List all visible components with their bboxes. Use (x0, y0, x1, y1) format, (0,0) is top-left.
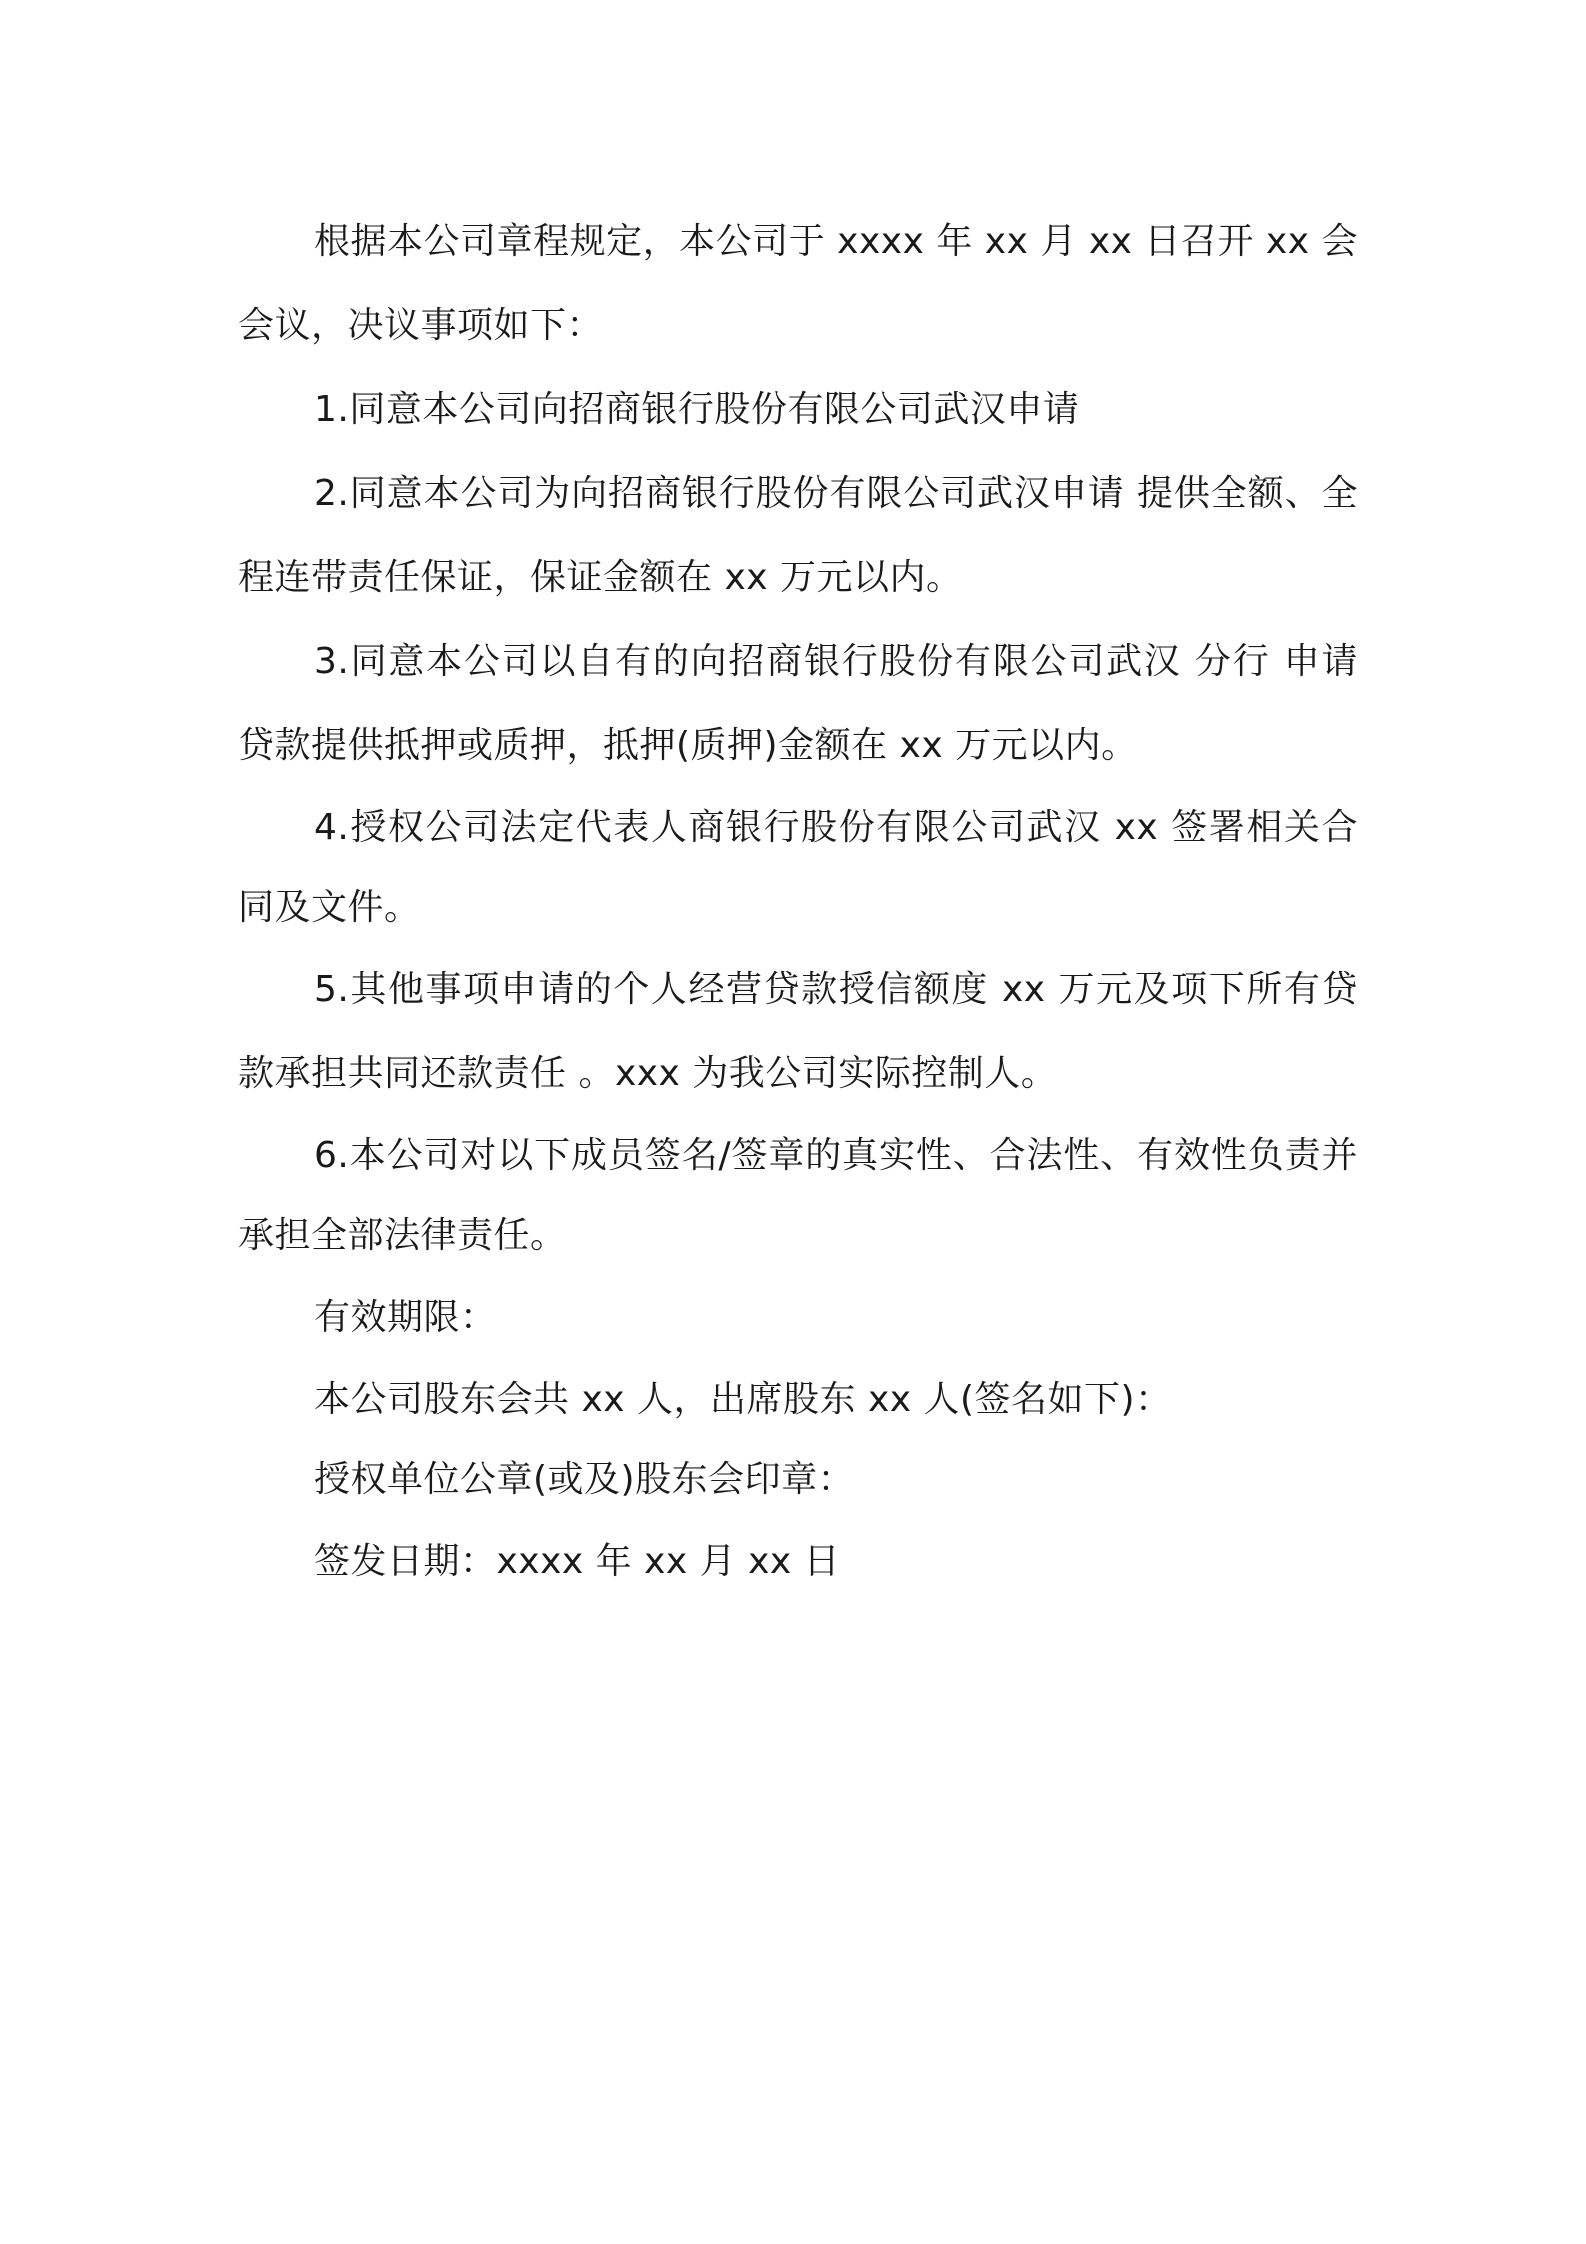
seal-line: 授权单位公章(或及)股东会印章： (314, 1459, 855, 1500)
validity-period: 有效期限： (314, 1297, 497, 1338)
resolution-item-3: 3.同意本公司以自有的向招商银行股份有限公司武汉 分行 申请 贷款提供抵押或质押，抵押(质押)金额在 xx 万元以内。 (238, 641, 1358, 766)
document-body (238, 200, 1358, 1604)
resolution-item-6: 6.本公司对以下成员签名/签章的真实性、合法性、有效性负责并承担全部法律责任。 (238, 1135, 1358, 1256)
shareholder-attendance: 本公司股东会共 xx 人，出席股东 xx 人(签名如下)： (314, 1379, 1172, 1420)
resolution-item-1: 1.同意本公司向招商银行股份有限公司武汉申请 (314, 389, 1080, 430)
resolution-item-4: 4.授权公司法定代表人商银行股份有限公司武汉 xx 签署相关合同及文件。 (238, 807, 1358, 928)
resolution-item-5: 5.其他事项申请的个人经营贷款授信额度 xx 万元及项下所有贷款承担共同还款责任 。xxx 为我公司实际控制人。 (238, 969, 1358, 1094)
resolution-item-2: 2.同意本公司为向招商银行股份有限公司武汉申请 提供全额、全程连带责任保证，保证金额在 xx 万元以内。 (238, 473, 1358, 598)
resolution-intro: 根据本公司章程规定，本公司于 xxxx 年 xx 月 xx 日召开 xx 会会议，决议事项如下： (238, 221, 1358, 346)
issue-date: 签发日期：xxxx 年 xx 月 xx 日 (314, 1541, 841, 1582)
